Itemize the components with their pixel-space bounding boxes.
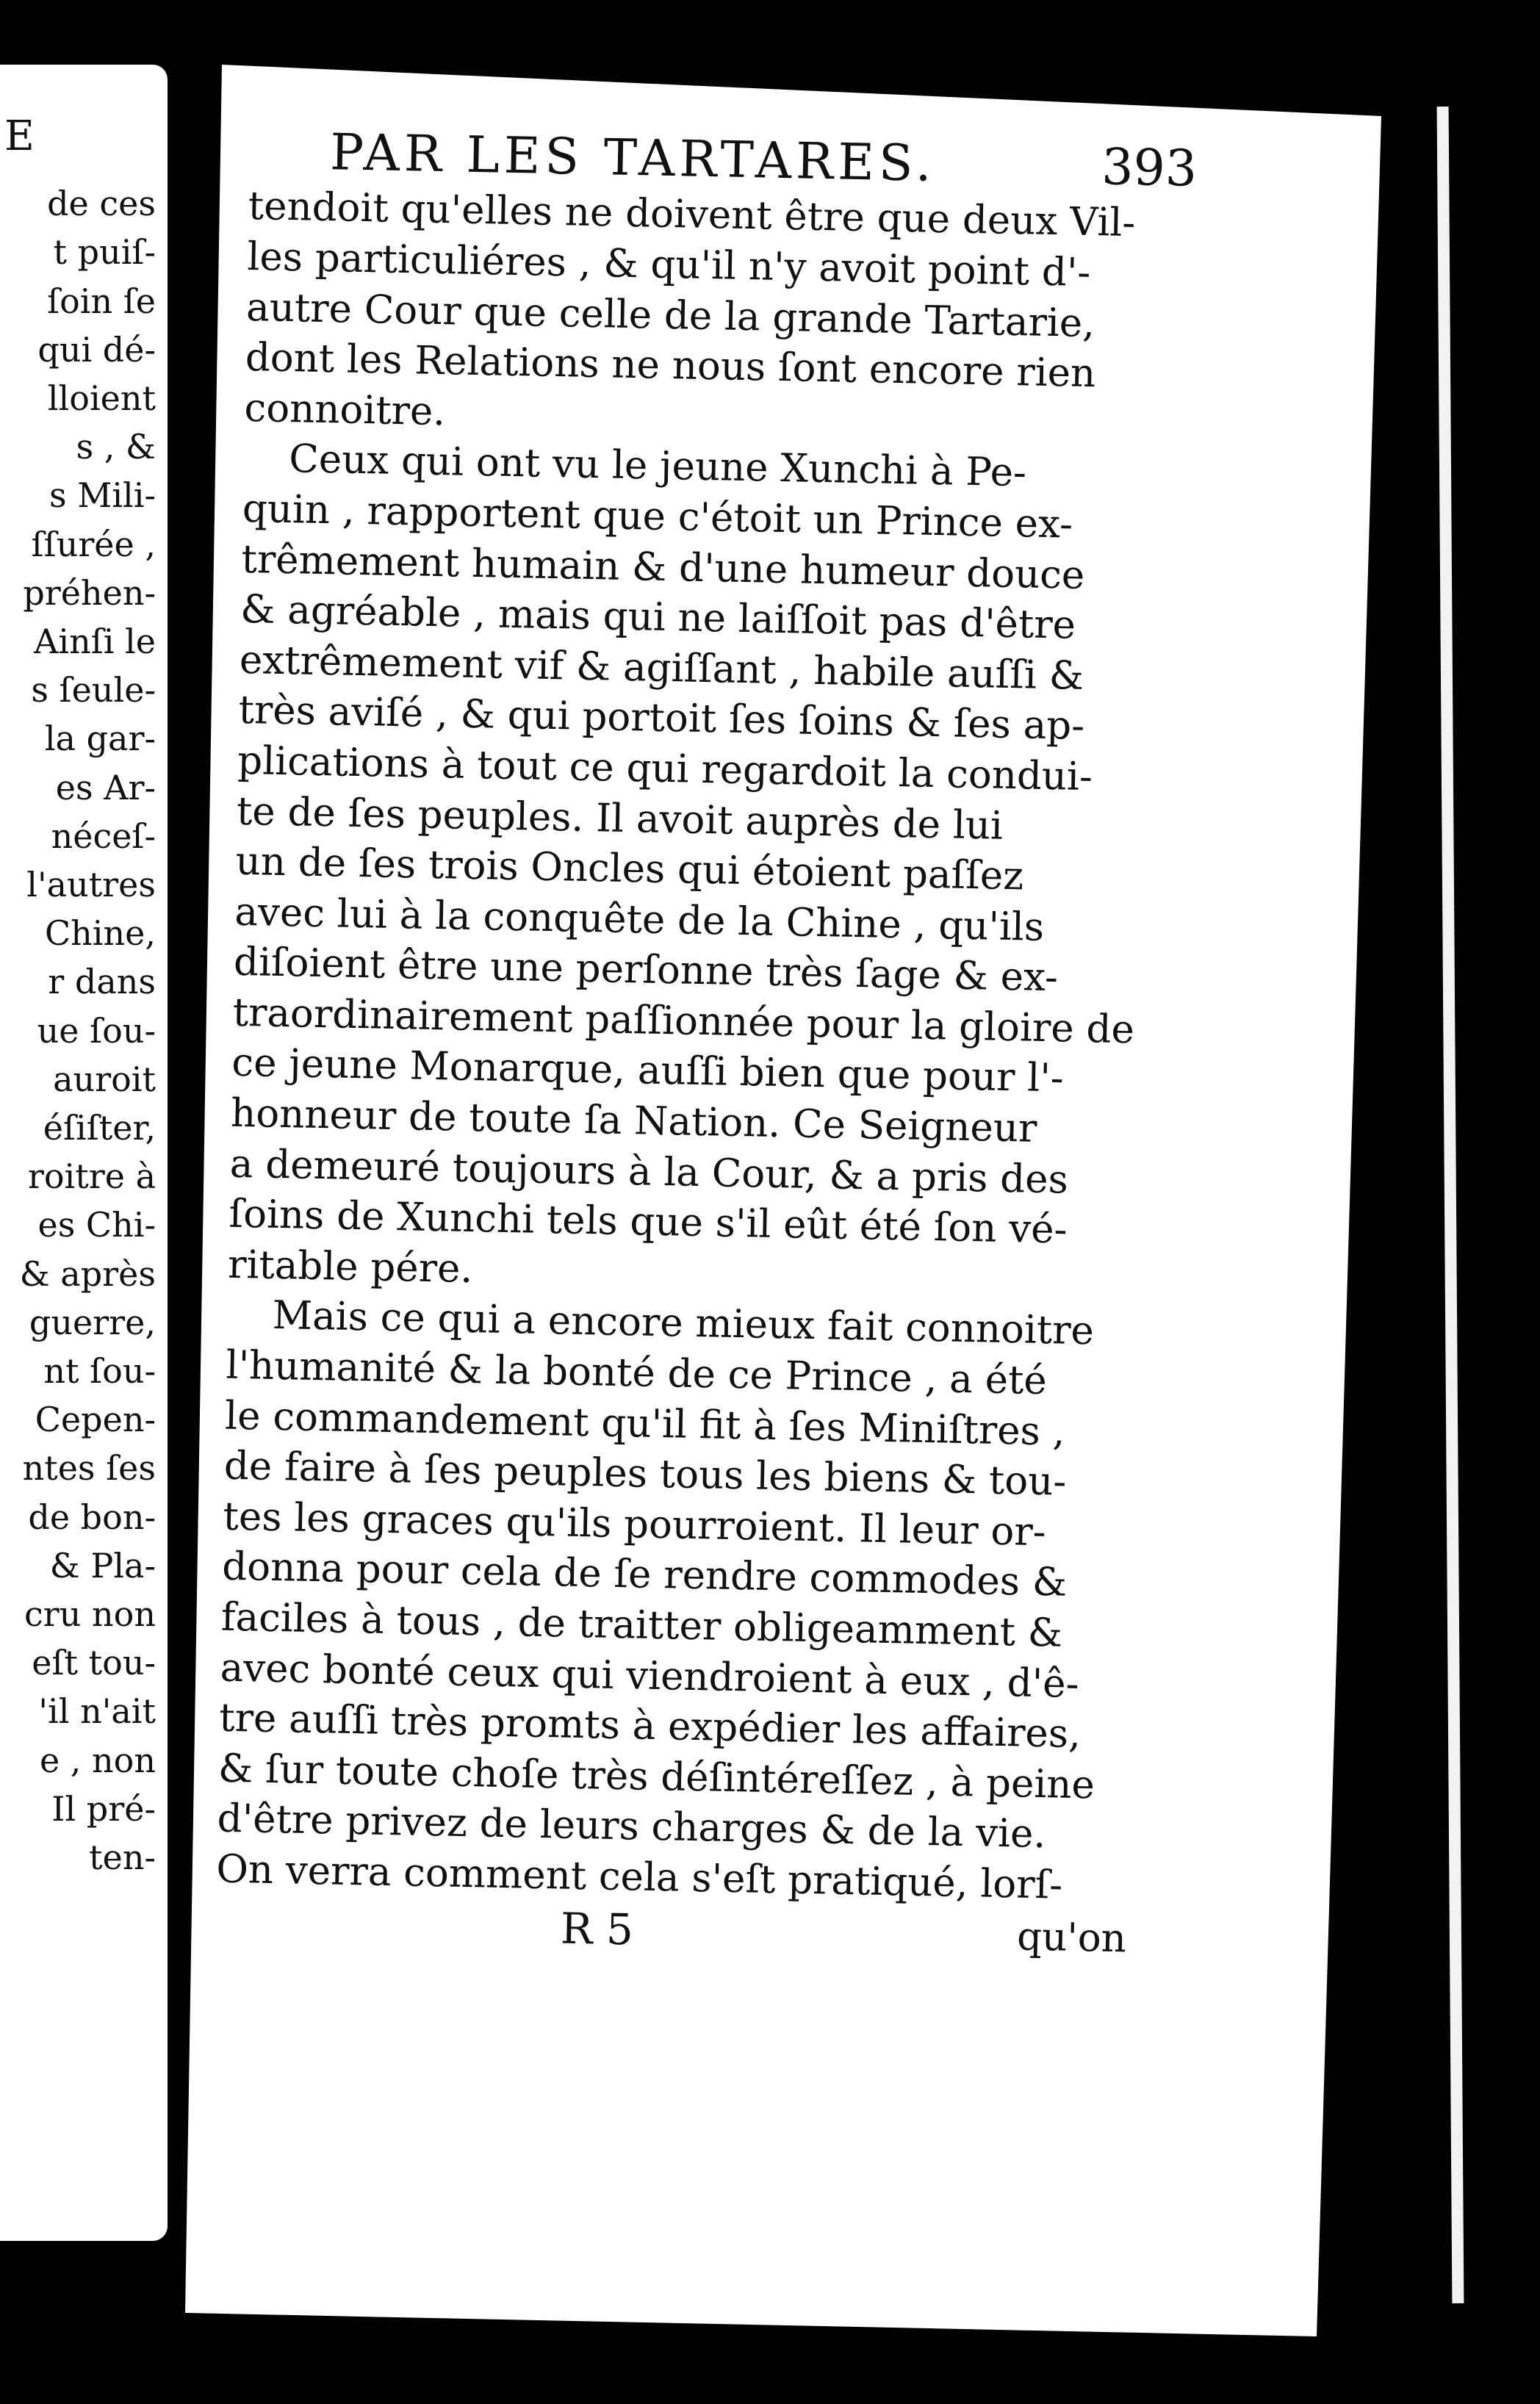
text-line: On verra comment cela s'eſt pratiqué, lorſ-: [215, 1846, 1063, 1908]
left-page-line: néceſ-: [51, 816, 156, 856]
text-line: avec lui à la conquête de la Chine , qu'ils: [234, 889, 1045, 950]
paragraph: [216, 1290, 1139, 1912]
left-page-line: ue ſou-: [37, 1010, 156, 1051]
left-page-line: ten-: [89, 1838, 156, 1877]
right-page-text: [215, 123, 1198, 1964]
left-page-line: es Chi-: [37, 1205, 156, 1245]
left-page-line: es Ar-: [55, 767, 156, 807]
text-line: ce jeune Monarque, auſſi bien que pour l'-: [231, 1040, 1065, 1101]
paragraph: [244, 181, 1159, 451]
text-line: & agréable , mais qui ne laiſſoit pas d'être: [240, 587, 1076, 648]
text-line: traordinairement paſſionnée pour la gloire de: [232, 990, 1135, 1053]
running-head: PAR LES TARTARES.: [329, 123, 937, 193]
text-line: a demeuré toujours à la Cour, & a pris des: [229, 1141, 1069, 1203]
left-page-line: e , non: [39, 1740, 156, 1780]
page-number: 393: [1101, 138, 1198, 198]
text-line: le commandement qu'il fit à ſes Miniſtres ,: [224, 1393, 1066, 1455]
text-line: d'être privez de leurs charges & de la vie.: [217, 1796, 1046, 1857]
left-page-line: de bon-: [28, 1497, 156, 1537]
left-page-line: lloient: [47, 378, 156, 418]
paragraph: [228, 433, 1155, 1308]
left-page-line: s Mili-: [48, 475, 156, 516]
left-page-line: Chine,: [44, 913, 156, 954]
left-page-line: & après: [19, 1253, 156, 1294]
body-text: [216, 181, 1160, 1912]
text-line: très aviſé , & qui portoit ſes ſoins & ſes ap-: [238, 688, 1085, 749]
left-page-line: t puiſ-: [53, 232, 156, 273]
left-page-line: auroit: [53, 1059, 156, 1099]
left-page-line: Ainſi le: [34, 622, 156, 661]
left-page-line: préhen-: [23, 572, 156, 613]
text-line: autre Cour que celle de la grande Tartarie,: [245, 284, 1095, 346]
text-line: de faire à ſes peuples tous les biens & tou-: [223, 1443, 1067, 1505]
text-line: tre auſſi très promts à expédier les affaires,: [218, 1695, 1082, 1757]
left-page-line: r dans: [48, 962, 156, 1002]
text-line: & ſur toute choſe très déſintéreſſez , à peine: [217, 1746, 1095, 1808]
left-page-line: 'il n'ait: [38, 1691, 156, 1732]
left-page-line: Cepen-: [35, 1400, 156, 1440]
left-page-line: nt ſou-: [43, 1351, 156, 1391]
text-line: faciles à tous , de traitter obligeamment &: [220, 1594, 1063, 1656]
left-page: [0, 65, 168, 2241]
text-line: trêmement humain & d'une humeur douce: [241, 536, 1085, 598]
text-line: te de ſes peuples. Il avoit auprès de lui: [236, 788, 1004, 849]
left-page-line: ſoin ſe: [47, 281, 156, 321]
text-line: Ceux qui ont vu le jeune Xunchi à Pe-: [288, 436, 1027, 496]
text-line: tes les graces qu'ils pourroient. Il leur or-: [223, 1494, 1047, 1555]
text-line: un de ſes trois Oncles qui étoient paſſez: [235, 838, 1024, 899]
left-page-line: s , &: [76, 427, 156, 467]
text-line: dont les Relations ne nous ſont encore rien: [245, 335, 1096, 397]
text-line: tendoit qu'elles ne doivent être que deux Vil-: [248, 184, 1136, 246]
left-page-line: éſiſter,: [43, 1108, 156, 1148]
left-page-line: Il pré-: [51, 1788, 156, 1829]
text-line: extrêmement vif & agiſſant , habile auſſi &: [239, 637, 1084, 699]
catchword: qu'on: [1016, 1914, 1127, 1961]
left-page-line: & Pla-: [49, 1545, 156, 1586]
left-page-line: s ſeule-: [31, 670, 156, 710]
text-line: les particuliéres , & qu'il n'y avoit point d'-: [246, 234, 1091, 295]
text-line: ritable pére.: [227, 1242, 473, 1292]
left-page-line: ntes ſes: [22, 1448, 156, 1489]
text-line: plications à tout ce qui regardoit la condui-: [237, 738, 1093, 800]
text-line: avec bonté ceux qui viendroient à eux , d'ê-: [220, 1645, 1080, 1707]
left-page-line: cru non: [24, 1594, 156, 1634]
page-edge: [1437, 107, 1464, 2303]
text-line: honneur de toute ſa Nation. Ce Seigneur: [230, 1090, 1037, 1151]
text-line: ſoins de Xunchi tels que s'il eût été ſon vé-: [228, 1191, 1068, 1253]
signature-mark: R 5: [560, 1903, 634, 1955]
left-page-line: roitre à: [27, 1156, 156, 1197]
text-line: connoitre.: [244, 385, 446, 434]
left-page-line: de ces: [47, 184, 156, 224]
text-line: l'humanité & la bonté de ce Prince , a été: [225, 1342, 1048, 1404]
text-line: diſoient être une perſonne très ſage & ex-: [233, 940, 1059, 1001]
left-page-line: qui dé-: [37, 329, 156, 370]
text-line: Mais ce qui a encore mieux fait connoitre: [272, 1293, 1095, 1354]
text-line: quin , rapportent que c'étoit un Prince ex-: [242, 486, 1073, 547]
left-page-line: eſt tou-: [32, 1643, 156, 1683]
left-page-line: la gar-: [44, 719, 156, 759]
left-page-line: l'autres: [26, 865, 156, 904]
left-page-line: ſſurée ,: [31, 524, 156, 564]
left-page-line: E: [4, 112, 35, 160]
left-page-line: guerre,: [29, 1302, 156, 1342]
text-line: donna pour cela de ſe rendre commodes &: [221, 1544, 1068, 1606]
